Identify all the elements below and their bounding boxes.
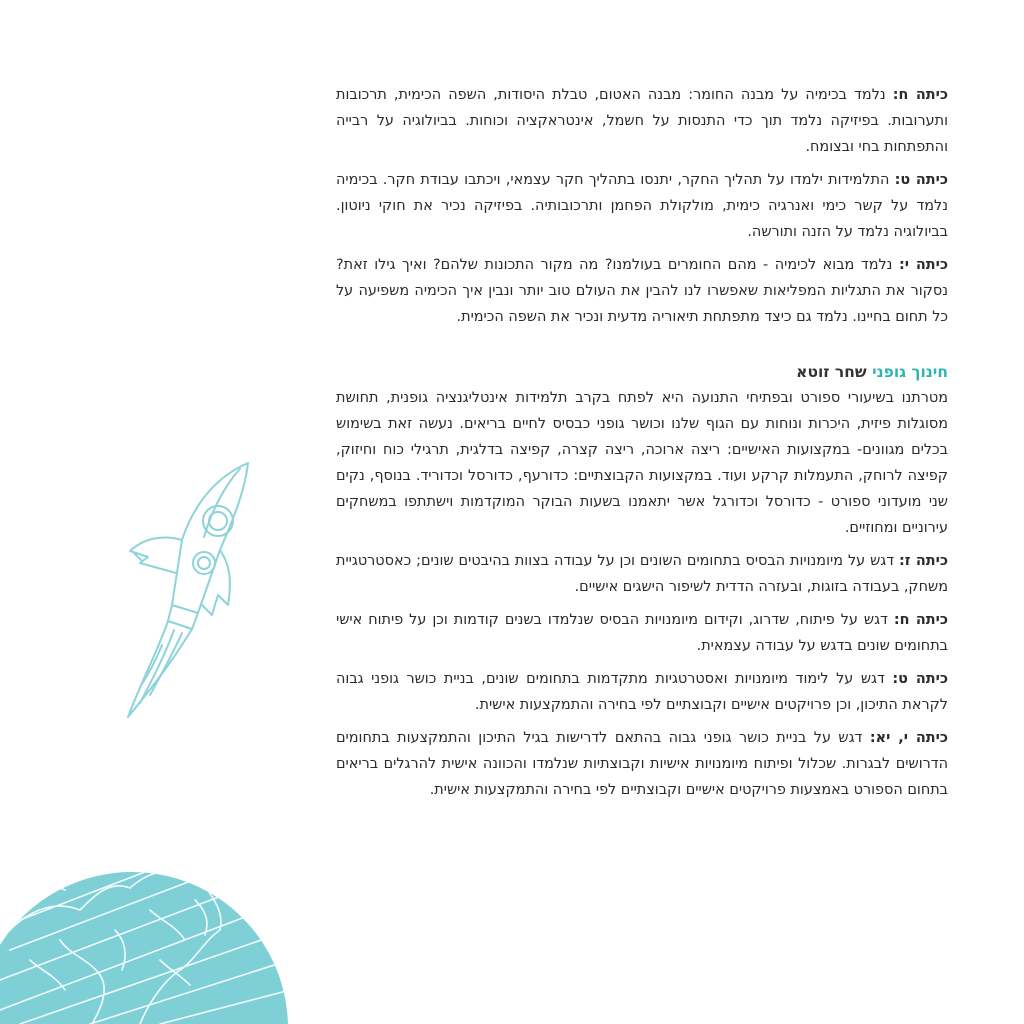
paragraph-text: דגש על לימוד מיומנויות ואסטרטגיות מתקדמות בתחומים שונים, בניית כושר גופני גבוה לקראת התיכון, וכן פרויקטים אישיים וקבוצתיים לפי בחירה והתמקצעות אישית. [336, 671, 948, 713]
text-column [336, 82, 948, 810]
grade-label: כיתה ח: [893, 612, 948, 628]
pe-grade-7 [336, 548, 948, 600]
teacher-name: שחר זוטא [796, 363, 867, 381]
pe-grade-8 [336, 607, 948, 659]
science-grade-10 [336, 252, 948, 330]
grade-label: כיתה י: [898, 257, 949, 273]
grade-label: כיתה ט: [892, 671, 948, 687]
pe-grade-9 [336, 666, 948, 718]
paragraph-text: התלמידות ילמדו על תהליך החקר, יתנסו בתהליך חקר עצמאי, ויכתבו עבודת חקר. בכימיה נלמד על קשר כימי ואנרגיה כימית, מולקולת הפחמן ותרכובותיה. בפיזיקה נכיר את חוקי ניוטון. בביולוגיה נלמד על הזנה ותורשה. [336, 172, 948, 240]
paragraph-text: דגש על פיתוח, שדרוג, וקידום מיומנויות הבסיס שנלמדו בשנים קודמות וכן על פיתוח אישי בתחומים שונים בדגש על עבודה עצמאית. [336, 612, 948, 654]
section-gap [336, 337, 948, 359]
grade-label: כיתה י, יא: [869, 730, 948, 746]
grade-label: כיתה ז: [899, 553, 948, 569]
grade-label: כיתה ח: [892, 87, 948, 103]
grade-label: כיתה ט: [894, 172, 948, 188]
rocket-icon [120, 455, 260, 725]
pe-section-title [336, 359, 948, 385]
science-grade-8 [336, 82, 948, 160]
paragraph-text: נלמד מבוא לכימיה - מהם החומרים בעולמנו? מה מקור התכונות שלהם? ואיך גילו זאת? נסקור את התגליות המפליאות שאפשרו לנו להבין את העולם טוב יותר ונבין איך הכימיה משפיעה על כל תחום בחיינו. נלמד גם כיצד מתפתחת תיאוריה מדעית ונכיר את השפה הכימית. [336, 257, 948, 325]
paragraph-text: דגש על בניית כושר גופני גבוה בהתאם לדרישות בגיל התיכון והתמקצעות בתחומים הדרושים לבגרות. שכלול ופיתוח מיומנויות אישיות וקבוצתיות שנלמדו והכוונה אישית להרגלים בריאים בתחום הספורט באמצעות פרויקטים אישיים וקבוצתיים לפי בחירה והתמקצעות אישית. [336, 730, 948, 798]
subject-name: חינוך גופני [872, 363, 948, 381]
pe-grade-10-11 [336, 725, 948, 803]
science-grade-9 [336, 167, 948, 245]
globe-icon [0, 760, 290, 1024]
pe-intro: מטרתנו בשיעורי ספורט ובפתיחי התנועה היא לפתח בקרב תלמידות אינטליגנציה גופנית, תחושת מסוגלות פיזית, היכרות ונוחות עם הגוף שלנו וכושר גופני כבסיס לחיים בריאים. נעשה זאת בשימוש בכלים מגוונים- במקצועות האישיים: ריצה ארוכה, ריצה קצרה, קפיצה בדלגית, תרגילי כוח וחיזוק, קפיצה לרוחק, התעמלות קרקע ועוד. במקצועות הקבוצתיים: כדורעף, כדורסל וכדוריד. בנוסף, נקים שני מועדוני ספורט - כדורסל וכדורגל אשר יתאמנו בשעות הבוקר המוקדמות וישתתפו במשחקים עירוניים ומחוזיים. [336, 390, 948, 536]
paragraph-text: נלמד בכימיה על מבנה החומר: מבנה האטום, טבלת היסודות, השפה הכימית, תרכובות ותערובות. בפיזיקה נלמד תוך כדי התנסות על חשמל, אינטראקציה וכוחות. בביולוגיה על רבייה והתפתחות בחי ובצומח. [336, 87, 948, 155]
paragraph-text: דגש על מיומנויות הבסיס בתחומים השונים וכן על עבודה בצוות בהיבטים שונים; כאסטרטגיית משחק, בעבודה בזוגות, ובעזרה הדדית לשיפור הישגים אישיים. [336, 553, 948, 595]
